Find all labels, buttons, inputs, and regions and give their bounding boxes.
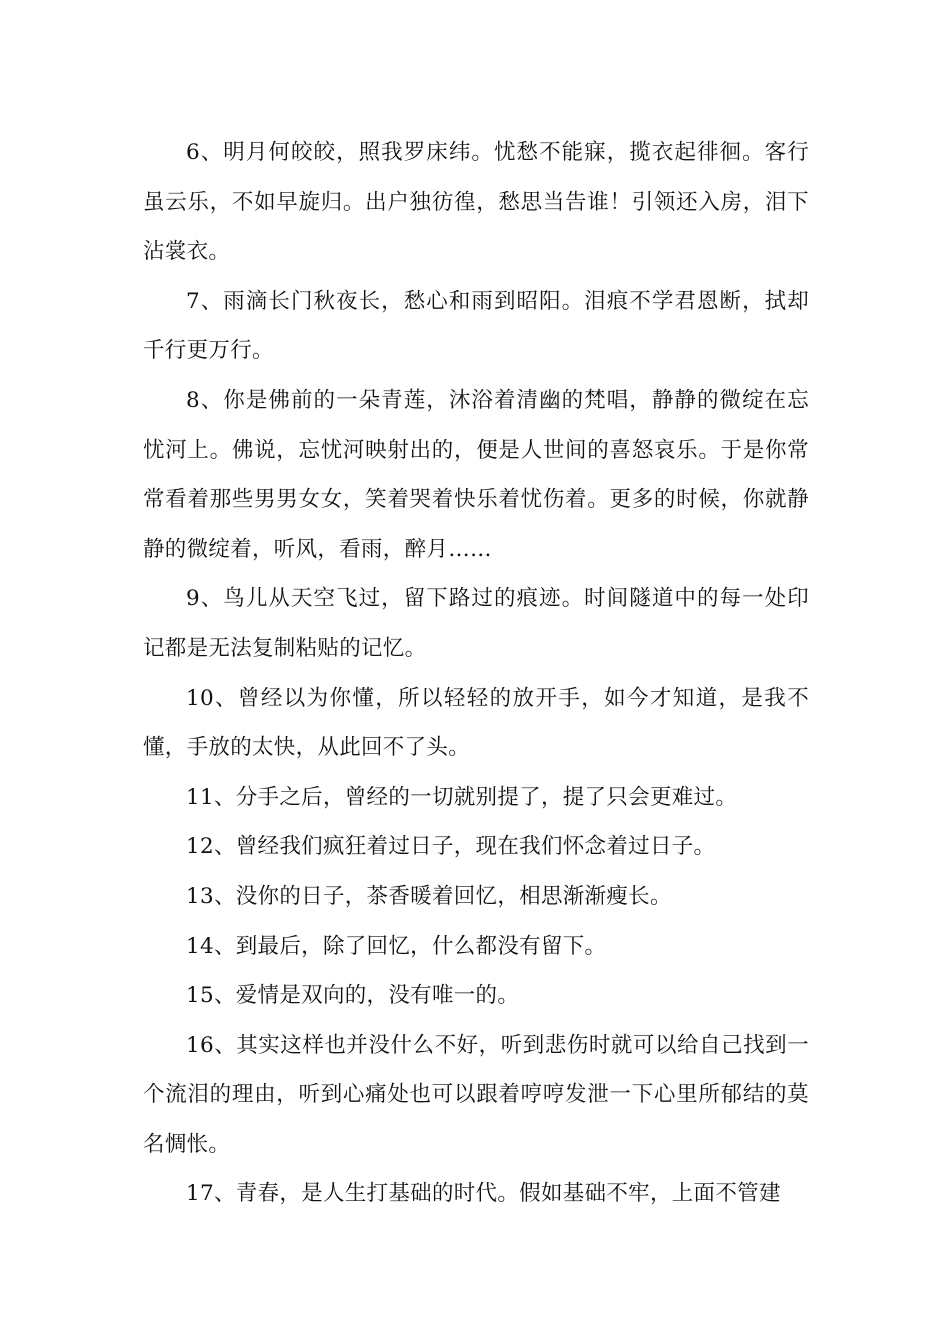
paragraph-14: 14、到最后，除了回忆，什么都没有留下。 bbox=[186, 933, 607, 959]
paragraph-11: 11、分手之后，曾经的一切就别提了，提了只会更难过。 bbox=[186, 784, 738, 810]
paragraph-7: 7、雨滴长门秋夜长，愁心和雨到昭阳。泪痕不学君恩断，拭却千行更万行。 bbox=[143, 288, 809, 364]
paragraph-6: 6、明月何皎皎，照我罗床纬。忧愁不能寐，揽衣起徘徊。客行虽云乐，不如早旋归。出户独彷徨，愁思当告谁！引领还入房，泪下沾裳衣。 bbox=[143, 140, 809, 265]
paragraph-12: 12、曾经我们疯狂着过日子，现在我们怀念着过日子。 bbox=[186, 834, 716, 860]
paragraph-16: 16、其实这样也并没什么不好，听到悲伤时就可以给自己找到一个流泪的理由，听到心痛处也可以跟着哼哼发泄一下心里所郁结的莫名惆怅。 bbox=[143, 1032, 809, 1157]
paragraph-8: 8、你是佛前的一朵青莲，沐浴着清幽的梵唱，静静的微绽在忘忧河上。佛说，忘忧河映射出的，便是人世间的喜怒哀乐。于是你常常看着那些男男女女，笑着哭着快乐着忧伤着。更多的时候，你就静静的微绽着，听风，看雨，醉月…… bbox=[143, 387, 809, 562]
paragraph-17: 17、青春，是人生打基础的时代。假如基础不牢，上面不管建 bbox=[186, 1181, 781, 1207]
document-body bbox=[143, 128, 809, 1219]
paragraph-10: 10、曾经以为你懂，所以轻轻的放开手，如今才知道，是我不懂，手放的太快，从此回不了头。 bbox=[143, 685, 809, 761]
paragraph-13: 13、没你的日子，茶香暖着回忆，相思渐渐瘦长。 bbox=[186, 883, 672, 909]
paragraph-9: 9、鸟儿从天空飞过，留下路过的痕迹。时间隧道中的每一处印记都是无法复制粘贴的记忆。 bbox=[143, 586, 809, 661]
paragraph-15: 15、爱情是双向的，没有唯一的。 bbox=[186, 983, 520, 1009]
